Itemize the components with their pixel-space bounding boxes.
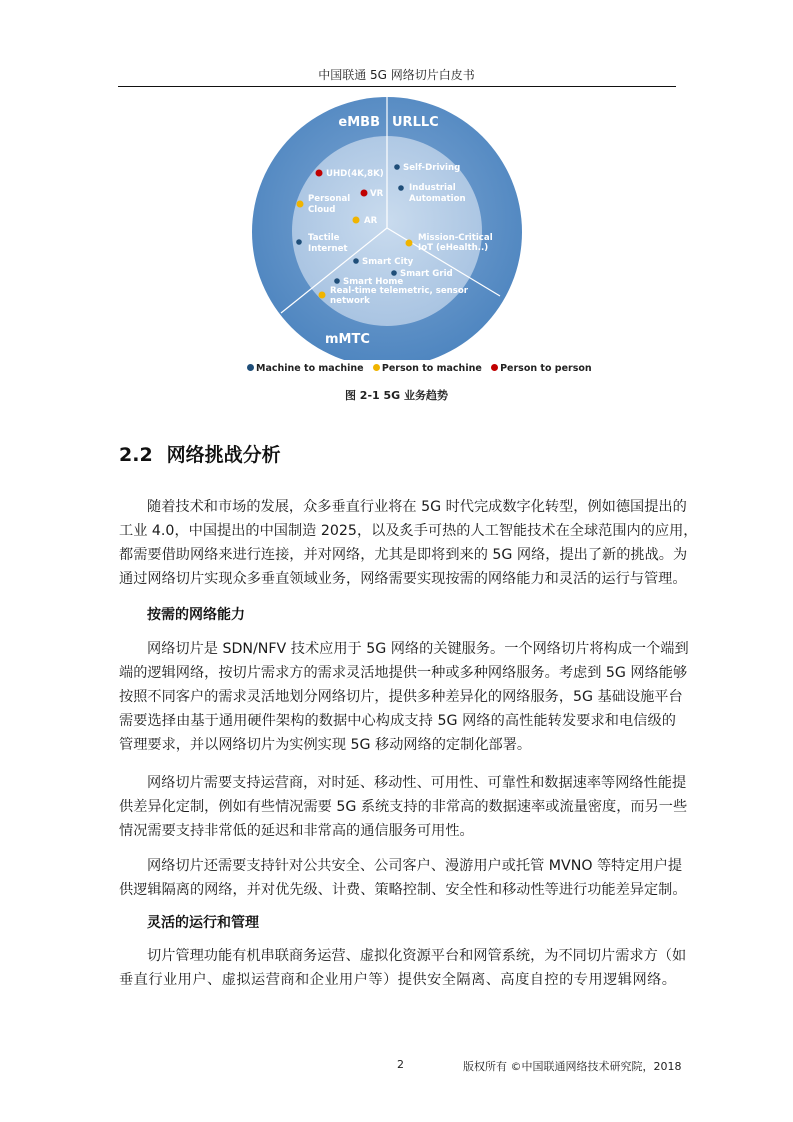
paragraph-line: 随着技术和市场的发展，众多垂直行业将在 5G 时代完成数字化转型，例如德国提出的 bbox=[147, 499, 687, 515]
paragraph-line: 都需要借助网络来进行连接，并对网络，尤其是即将到来的 5G 网络，提出了新的挑战。为 bbox=[119, 547, 688, 563]
paragraph-line: 供差异化定制，例如有些情况需要 5G 系统支持的非常高的数据速率或流量密度，而另一些 bbox=[119, 799, 688, 815]
legend-item: Person to person bbox=[491, 363, 592, 374]
figure-legend bbox=[247, 363, 598, 374]
paragraph-line: 情况需要支持非常低的延迟和非常高的通信服务可用性。 bbox=[119, 823, 474, 839]
segment-urllc: URLLC bbox=[392, 115, 439, 130]
legend-dot-icon bbox=[491, 364, 498, 371]
legend-item: Machine to machine bbox=[247, 363, 364, 374]
p2p-dot bbox=[361, 190, 368, 197]
legend-item: Person to machine bbox=[373, 363, 482, 374]
diagram-item-label: Cloud bbox=[308, 205, 336, 215]
diagram-item-label: Self-Driving bbox=[403, 163, 461, 173]
diagram-item-label: Real-time telemetric, sensor bbox=[330, 286, 469, 296]
diagram-item-label: Smart Home bbox=[343, 277, 404, 287]
m2m-dot bbox=[353, 258, 359, 264]
legend-dot-icon bbox=[247, 364, 254, 371]
diagram-item-label: IoT (eHealth..) bbox=[418, 243, 489, 253]
running-header: 中国联通 5G 网络切片白皮书 bbox=[318, 68, 475, 82]
p2m-dot bbox=[319, 292, 326, 299]
figure-caption: 图 2-1 5G 业务趋势 bbox=[344, 389, 449, 402]
diagram-item-label: Industrial bbox=[409, 183, 456, 193]
diagram-item-label: Smart Grid bbox=[400, 269, 453, 279]
paragraph-line: 通过网络切片实现众多垂直领域业务，网络需要实现按需的网络能力和灵活的运行与管理。 bbox=[119, 571, 687, 587]
diagram-item-label: Automation bbox=[409, 194, 466, 204]
diagram-item-label: UHD(4K,8K) bbox=[326, 169, 384, 179]
section-heading: 2.2 网络挑战分析 bbox=[119, 444, 281, 466]
paragraph-line: 需要选择由基于通用硬件架构的数据中心构成支持 5G 网络的高性能转发要求和电信级的 bbox=[119, 713, 676, 729]
p2m-dot bbox=[297, 201, 304, 208]
p2m-dot bbox=[406, 240, 413, 247]
paragraph-line: 按照不同客户的需求灵活地划分网络切片，提供多种差异化的网络服务，5G 基础设施平台 bbox=[119, 689, 683, 705]
paragraph-line: 管理要求，并以网络切片为实例实现 5G 移动网络的定制化部署。 bbox=[119, 737, 532, 753]
paragraph-line: 切片管理功能有机串联商务运营、虚拟化资源平台和网管系统，为不同切片需求方（如 bbox=[147, 948, 687, 964]
subheading: 按需的网络能力 bbox=[147, 607, 245, 623]
subheading: 灵活的运行和管理 bbox=[147, 915, 259, 931]
paragraph-line: 垂直行业用户、虚拟运营商和企业用户等）提供安全隔离、高度自控的专用逻辑网络。 bbox=[119, 972, 676, 988]
paragraph-line: 工业 4.0，中国提出的中国制造 2025，以及炙手可热的人工智能技术在全球范围内的应用， bbox=[119, 523, 698, 539]
diagram-item-label: Smart City bbox=[362, 257, 414, 267]
p2m-dot bbox=[353, 217, 360, 224]
m2m-dot bbox=[398, 185, 404, 191]
copyright: 版权所有 ©中国联通网络技术研究院，2018 bbox=[463, 1060, 682, 1073]
paragraph-line: 网络切片需要支持运营商，对时延、移动性、可用性、可靠性和数据速率等网络性能提 bbox=[147, 775, 687, 791]
segment-embb: eMBB bbox=[338, 115, 380, 130]
diagram-item-label: network bbox=[330, 296, 370, 306]
m2m-dot bbox=[334, 278, 340, 284]
diagram-item-label: AR bbox=[364, 216, 378, 226]
5g-services-diagram bbox=[240, 95, 540, 360]
segment-mmtc: mMTC bbox=[325, 332, 370, 347]
paragraph-line: 网络切片还需要支持针对公共安全、公司客户、漫游用户或托管 MVNO 等特定用户提 bbox=[147, 858, 683, 874]
diagram-item-label: Personal bbox=[308, 194, 351, 204]
page-number: 2 bbox=[397, 1058, 404, 1071]
paragraph-line: 网络切片是 SDN/NFV 技术应用于 5G 网络的关键服务。一个网络切片将构成一个端到 bbox=[147, 641, 689, 657]
diagram-item-label: Mission-Critical bbox=[418, 233, 493, 243]
diagram-item-label: VR bbox=[370, 189, 384, 199]
m2m-dot bbox=[296, 239, 302, 245]
header-rule bbox=[118, 86, 676, 87]
paragraph-line: 端的逻辑网络，按切片需求方的需求灵活地提供一种或多种网络服务。考虑到 5G 网络能够 bbox=[119, 665, 688, 681]
p2p-dot bbox=[316, 170, 323, 177]
m2m-dot bbox=[391, 270, 397, 276]
m2m-dot bbox=[394, 164, 400, 170]
paragraph-line: 供逻辑隔离的网络，并对优先级、计费、策略控制、安全性和移动性等进行功能差异定制。 bbox=[119, 882, 687, 898]
diagram-item-label: Tactile bbox=[308, 233, 340, 243]
diagram-item-label: Internet bbox=[308, 244, 348, 254]
legend-dot-icon bbox=[373, 364, 380, 371]
